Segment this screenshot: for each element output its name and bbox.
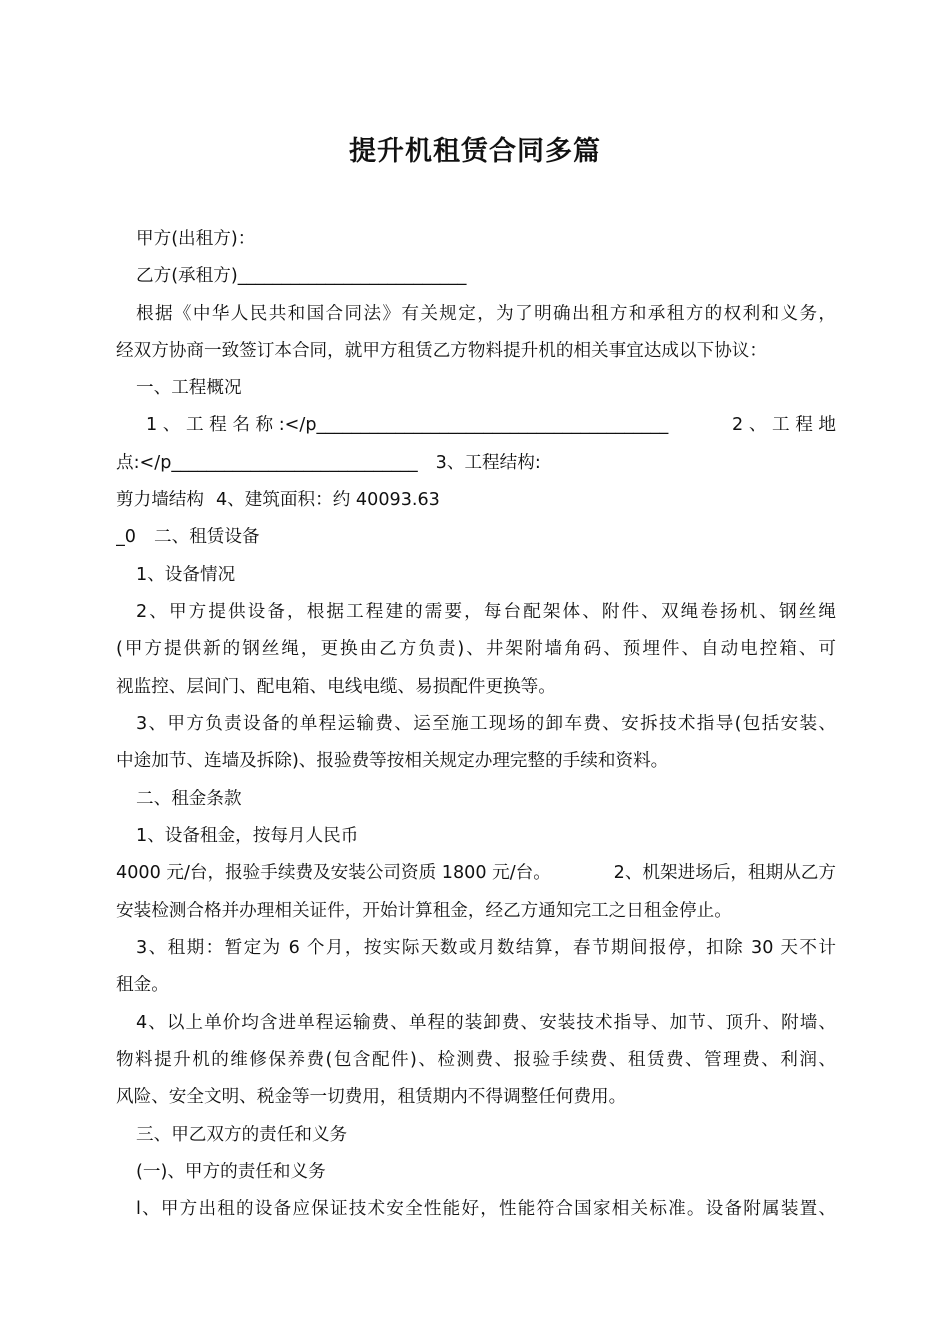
rent-item-1-cont: 4000 元/台，报验手续费及安装公司资质 1800 元/台。 [116, 863, 551, 883]
area-fragment: _0 [116, 527, 136, 547]
project-location-line [116, 450, 836, 476]
structure-area-line [116, 487, 836, 513]
document-title: 提升机租赁合同多篇 [349, 136, 601, 167]
rent-item-4-end: 风险、安全文明、税金等一切费用，租赁期内不得调整任何费用。 [116, 1087, 627, 1107]
section-2-heading: 二、租赁设备 [154, 527, 260, 547]
equipment-item-1: 1、设备情况 [136, 565, 236, 585]
section-1-heading: 一、工程概况 [136, 378, 242, 398]
rent-item-3: 3、租期：暂定为 6 个月，按实际天数或月数结算，春节期间报停，扣除 30 天不计 [136, 938, 836, 958]
rent-item-3-end: 租金。 [116, 975, 169, 995]
rent-item-1: 1、设备租金，按每月人民币 [136, 826, 359, 846]
project-location-label: 2 、 工 程 地 [732, 415, 836, 435]
rent-item-4: 4、以上单价均含进单程运输费、单程的装卸费、安装技术指导、加节、顶升、附墙、 [136, 1013, 836, 1033]
project-name-line [146, 412, 836, 438]
equipment-item-2: 2、甲方提供设备，根据工程建的需要，每台配架体、附件、双绳卷扬机、钢丝绳 [136, 602, 836, 622]
section-4-heading: 三、甲乙双方的责任和义务 [136, 1125, 348, 1145]
project-location-text: 点:</p____________________________ [116, 453, 418, 473]
party-b-line: 乙方(承租方)__________________________ [136, 266, 467, 286]
equipment-item-2-end: 视监控、层间门、配电箱、电线电缆、易损配件更换等。 [116, 677, 556, 697]
project-structure-label: 3、工程结构: [435, 453, 541, 473]
intro-paragraph: 根据《中华人民共和国合同法》有关规定，为了明确出租方和承租方的权利和义务， [136, 304, 836, 324]
section-3-heading: 二、租金条款 [136, 789, 242, 809]
party-a-line: 甲方(出租方)： [136, 229, 256, 249]
party-a-duty-1: l、甲方出租的设备应保证技术安全性能好，性能符合国家相关标准。设备附属装置、 [136, 1199, 836, 1219]
equipment-item-3-end: 中途加节、连墙及拆除)、报验费等按相关规定办理完整的手续和资料。 [116, 751, 669, 771]
structure-type: 剪力墙结构 [116, 490, 204, 510]
section-2-heading-line [116, 524, 836, 550]
party-a-duties-heading: (一)、甲方的责任和义务 [136, 1162, 326, 1182]
rent-item-2: 2、机架进场后，租期从乙方 [613, 863, 836, 883]
rent-item-1-cont-line [116, 860, 836, 886]
equipment-item-2-cont: (甲方提供新的钢丝绳，更换由乙方负责)、井架附墙角码、预埋件、自动电控箱、可 [116, 639, 836, 659]
rent-item-4-cont: 物料提升机的维修保养费(包含配件)、检测费、报验手续费、租赁费、管理费、利润、 [116, 1050, 836, 1070]
rent-item-2-cont: 安装检测合格并办理相关证件，开始计算租金，经乙方通知完工之日租金停止。 [116, 901, 732, 921]
building-area: 4、建筑面积：约 40093.63 [215, 490, 440, 510]
project-name-text: 1 、 工 程 名 称 :</p________________________________________ [146, 415, 669, 435]
intro-paragraph-cont: 经双方协商一致签订本合同，就甲方租赁乙方物料提升机的相关事宜达成以下协议： [116, 341, 767, 361]
equipment-item-3: 3、甲方负责设备的单程运输费、运至施工现场的卸车费、安拆技术指导(包括安装、 [136, 714, 836, 734]
